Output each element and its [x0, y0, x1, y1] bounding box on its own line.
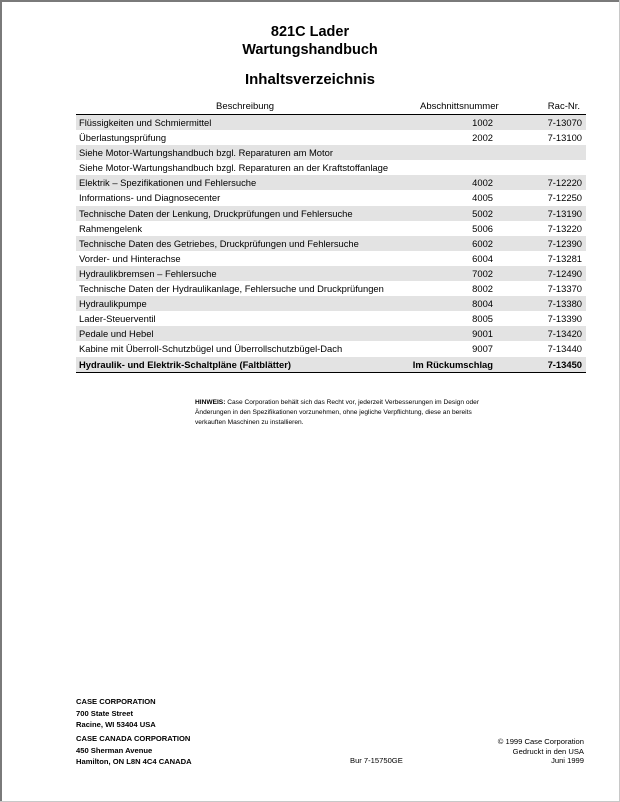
- toc-description: Vorder- und Hinterachse: [79, 252, 181, 264]
- toc-row: [76, 221, 586, 236]
- toc-section-number: 9007: [472, 343, 493, 355]
- toc-description: Hydraulikpumpe: [79, 298, 147, 310]
- copyright-block: [498, 737, 584, 766]
- toc-section-number: 8005: [472, 313, 493, 325]
- address-line: 700 State Street: [76, 708, 133, 718]
- column-header-rac: Rac-Nr.: [547, 101, 580, 112]
- address-line: CASE CANADA CORPORATION: [76, 734, 191, 743]
- toc-row: [76, 251, 586, 266]
- column-header-description: Beschreibung: [216, 101, 275, 112]
- toc-description: Hydraulik- und Elektrik-Schaltpläne (Faltblätter): [79, 358, 292, 370]
- toc-description: Kabine mit Überroll-Schutzbügel und Überrollschutzbügel-Dach: [79, 343, 343, 355]
- toc-row: [76, 281, 586, 296]
- toc-description: Elektrik – Spezifikationen und Fehlersuche: [79, 177, 257, 189]
- address-line: CASE CORPORATION: [76, 697, 156, 706]
- toc-row: [76, 296, 586, 311]
- toc-row: [76, 311, 586, 326]
- toc-rows: [76, 115, 586, 373]
- toc-row: [76, 145, 586, 160]
- notice-label: HINWEIS:: [195, 399, 226, 406]
- toc-rac-number: 7-13380: [547, 298, 582, 310]
- toc-rac-number: 7-13220: [547, 222, 582, 234]
- document-subtitle: Wartungshandbuch: [242, 42, 378, 58]
- page-border-top: [0, 0, 620, 2]
- toc-section-number: 7002: [472, 267, 493, 279]
- column-header-section: Abschnittsnummer: [420, 101, 499, 112]
- toc-rac-number: 7-13440: [547, 343, 582, 355]
- toc-row: [76, 190, 586, 205]
- toc-rac-number: 7-13420: [547, 328, 582, 340]
- toc-rac-number: 7-13450: [547, 358, 582, 370]
- document-reference: Bur 7-15750GE: [350, 756, 403, 765]
- toc-row: [76, 357, 586, 373]
- notice: [195, 398, 495, 429]
- toc-rac-number: 7-13070: [547, 117, 582, 128]
- print-date: Juni 1999: [551, 756, 584, 766]
- toc-section-number: Im Rückumschlag: [412, 358, 493, 370]
- address-line: Racine, WI 53404 USA: [76, 720, 156, 729]
- toc-row: [76, 130, 586, 145]
- address-case-corporation: [76, 696, 156, 731]
- copyright: © 1999 Case Corporation: [497, 737, 584, 746]
- toc-row: [76, 206, 586, 221]
- toc-row: [76, 326, 586, 341]
- toc-description: Siehe Motor-Wartungshandbuch bzgl. Reparaturen an der Kraftstoffanlage: [79, 162, 389, 174]
- toc-section-number: 2002: [472, 132, 493, 144]
- toc-section-number: 4005: [472, 192, 493, 204]
- toc-section-number: 6002: [472, 237, 493, 249]
- toc-rac-number: 7-13370: [547, 283, 582, 295]
- toc-description: Pedale und Hebel: [79, 328, 154, 340]
- toc-description: Lader-Steuerventil: [79, 313, 156, 325]
- toc-rac-number: 7-12250: [547, 192, 582, 204]
- toc-row: [76, 160, 586, 175]
- toc-section-number: 8004: [472, 298, 493, 310]
- toc-description: Rahmengelenk: [79, 222, 143, 234]
- toc-row: [76, 341, 586, 356]
- toc-rac-number: 7-13190: [547, 207, 582, 219]
- toc-description: Flüssigkeiten und Schmiermittel: [79, 117, 212, 128]
- toc-section-number: 9001: [472, 328, 493, 340]
- toc-description: Informations- und Diagnosecenter: [79, 192, 221, 204]
- toc-rac-number: 7-13390: [547, 313, 582, 325]
- toc-section-number: 5002: [472, 207, 493, 219]
- toc-section-number: 6004: [472, 252, 493, 264]
- address-line: 450 Sherman Avenue: [76, 745, 153, 755]
- toc-section-number: 4002: [472, 177, 493, 189]
- toc-description: Technische Daten der Hydraulikanlage, Fehlersuche und Druckprüfungen: [79, 283, 384, 295]
- toc-rac-number: 7-13100: [547, 132, 582, 144]
- toc-section-number: 8002: [472, 283, 493, 295]
- toc-rac-number: 7-12490: [547, 267, 582, 279]
- toc-rac-number: 7-12390: [547, 237, 582, 249]
- toc-row: [76, 175, 586, 190]
- toc-row: [76, 236, 586, 251]
- table-of-contents: [76, 99, 586, 373]
- toc-section-number: 5006: [472, 222, 493, 234]
- address-line: Hamilton, ON L8N 4C4 CANADA: [76, 757, 192, 766]
- toc-rac-number: 7-12220: [547, 177, 582, 189]
- toc-description: Technische Daten der Lenkung, Druckprüfungen und Fehlersuche: [79, 207, 353, 219]
- toc-description: Siehe Motor-Wartungshandbuch bzgl. Reparaturen am Motor: [79, 147, 333, 159]
- document-title: 821C Lader: [270, 24, 350, 40]
- toc-description: Technische Daten des Getriebes, Druckprüfungen und Fehlersuche: [79, 237, 359, 249]
- notice-text: Case Corporation behält sich das Recht vor, jederzeit Verbesserungen im Design oder Änderungen in den Spezifikationen vorzunehmen, ohne jegliche Verpflichtung, diese an bereits verkauften Maschinen zu installieren.: [195, 399, 480, 427]
- printed-in: Gedruckt in den USA: [512, 746, 584, 756]
- toc-row: [76, 266, 586, 281]
- toc-header: [76, 99, 586, 115]
- toc-section-number: 1002: [472, 117, 493, 128]
- toc-rac-number: 7-13281: [547, 252, 582, 264]
- toc-description: Hydraulikbremsen – Fehlersuche: [79, 267, 217, 279]
- address-case-canada: [76, 733, 192, 768]
- page-border-left: [0, 0, 2, 802]
- section-title: Inhaltsverzeichnis: [244, 71, 376, 88]
- toc-description: Überlastungsprüfung: [79, 132, 167, 144]
- toc-row: [76, 115, 586, 130]
